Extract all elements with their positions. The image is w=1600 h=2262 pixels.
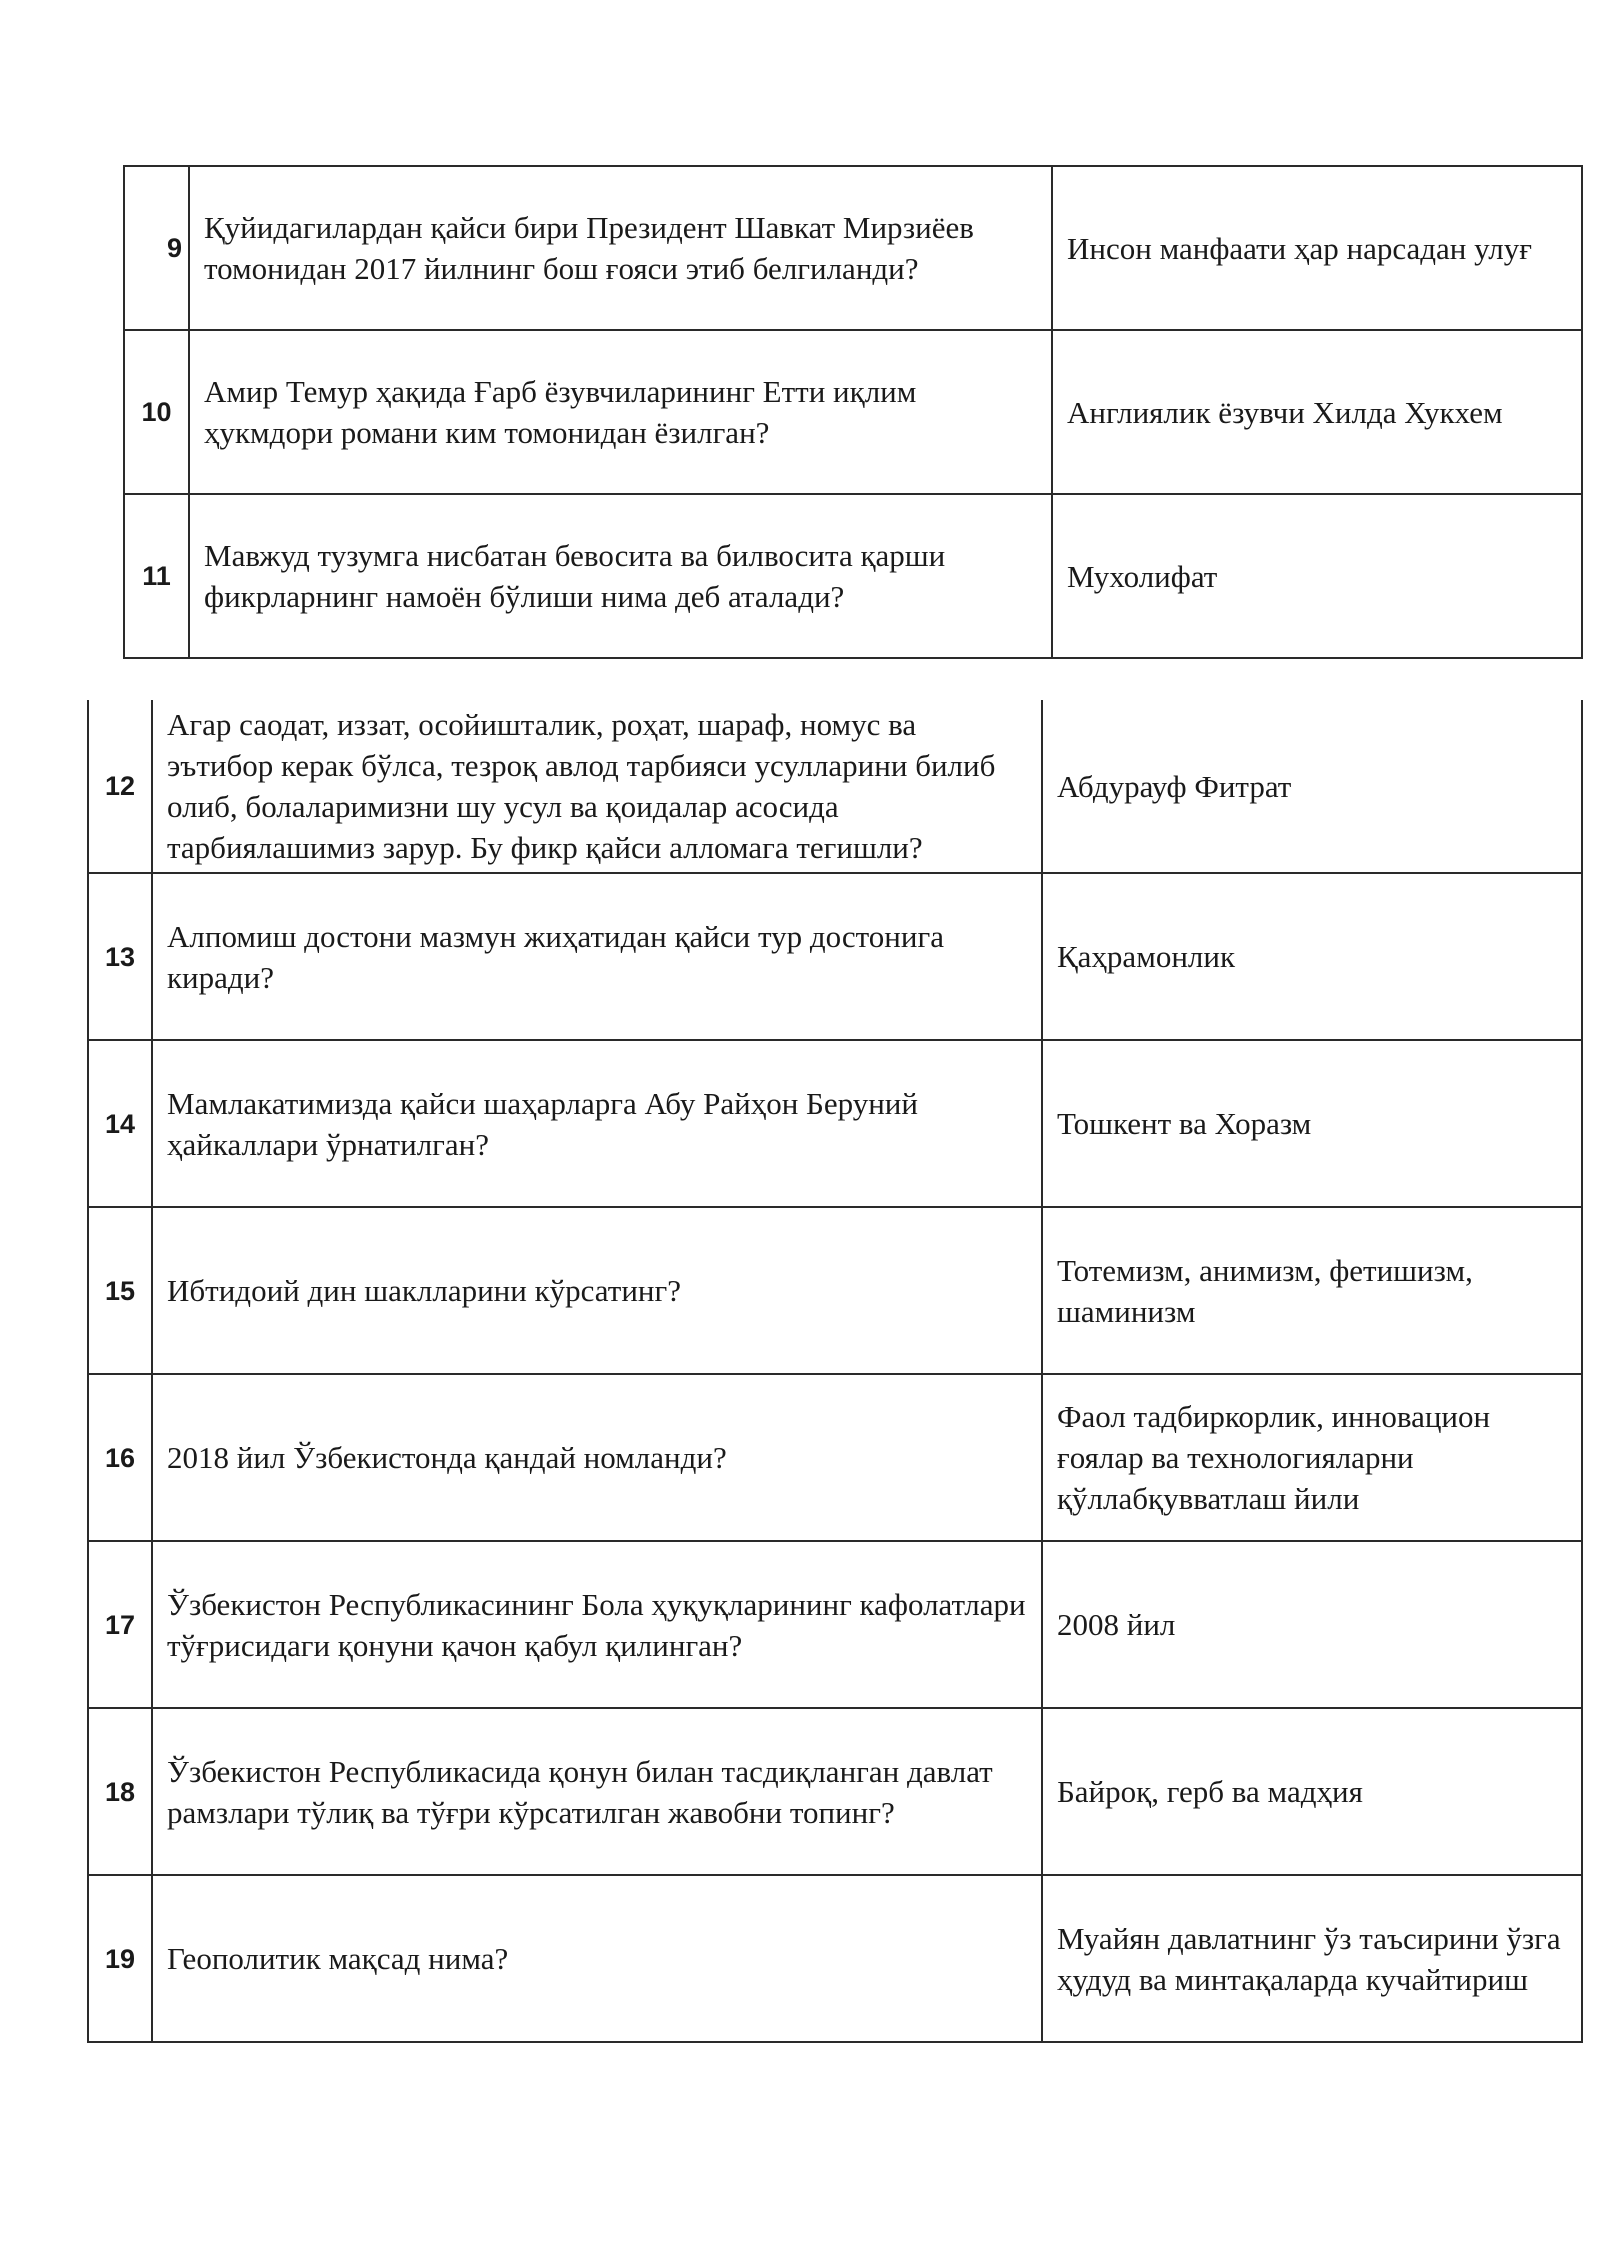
table-row	[124, 330, 1582, 494]
question-number: 13	[88, 873, 152, 1040]
answer-text: Фаол тадбиркорлик, инновацион ғоялар ва технологияларни қўллабқувватлаш йили	[1042, 1374, 1582, 1541]
table-row	[88, 700, 1582, 873]
question-text: Геополитик мақсад нима?	[152, 1875, 1042, 2042]
question-number: 17	[88, 1541, 152, 1708]
question-number: 14	[88, 1040, 152, 1207]
question-text: Агар саодат, иззат, осойишталик, роҳат, шараф, номус ва эътибор керак бўлса, тезроқ авлод тарбияси усулларини билиб олиб, болаларимизни шу усул ва қоидалар асосида тарбиялашимиз зарур. Бу фикр қайси алломага тегишли?	[152, 700, 1042, 873]
answer-text: Англиялик ёзувчи Хилда Хукхем	[1052, 330, 1582, 494]
quiz-table-bottom	[87, 700, 1583, 2043]
table-row	[124, 166, 1582, 330]
question-text: Мамлакатимизда қайси шаҳарларга Абу Райҳон Беруний ҳайкаллари ўрнатилган?	[152, 1040, 1042, 1207]
question-text: Ибтидоий дин шаклларини кўрсатинг?	[152, 1207, 1042, 1374]
question-text: Алпомиш достони мазмун жиҳатидан қайси тур достонига киради?	[152, 873, 1042, 1040]
question-text: Қуйидагилардан қайси бири Президент Шавкат Мирзиёев томонидан 2017 йилнинг бош ғояси этиб белгиланди?	[189, 166, 1052, 330]
table-row	[88, 1207, 1582, 1374]
answer-text: Қаҳрамонлик	[1042, 873, 1582, 1040]
answer-text: Мухолифат	[1052, 494, 1582, 658]
answer-text: Абдурауф Фитрат	[1042, 700, 1582, 873]
question-text: 2018 йил Ўзбекистонда қандай номланди?	[152, 1374, 1042, 1541]
question-text: Амир Темур ҳақида Ғарб ёзувчиларининг Етти иқлим ҳукмдори романи ким томонидан ёзилган?	[189, 330, 1052, 494]
table-row	[88, 1708, 1582, 1875]
question-number: 15	[88, 1207, 152, 1374]
table-row	[88, 1374, 1582, 1541]
answer-text: Муайян давлатнинг ўз таъсирини ўзга ҳудуд ва минтақаларда кучайтириш	[1042, 1875, 1582, 2042]
table-row	[88, 1040, 1582, 1207]
question-number: 10	[124, 330, 189, 494]
answer-text: 2008 йил	[1042, 1541, 1582, 1708]
table-row	[124, 494, 1582, 658]
question-number: 16	[88, 1374, 152, 1541]
question-text: Ўзбекистон Республикасининг Бола ҳуқуқларининг кафолатлари тўғрисидаги қонуни қачон қабул қилинган?	[152, 1541, 1042, 1708]
question-number: 9	[124, 166, 189, 330]
answer-text: Тошкент ва Хоразм	[1042, 1040, 1582, 1207]
answer-text: Байроқ, герб ва мадҳия	[1042, 1708, 1582, 1875]
question-number: 11	[124, 494, 189, 658]
table-row	[88, 873, 1582, 1040]
question-number: 18	[88, 1708, 152, 1875]
question-text: Мавжуд тузумга нисбатан бевосита ва билвосита қарши фикрларнинг намоён бўлиши нима деб аталади?	[189, 494, 1052, 658]
question-number: 12	[88, 700, 152, 873]
table-row	[88, 1541, 1582, 1708]
question-text: Ўзбекистон Республикасида қонун билан тасдиқланган давлат рамзлари тўлиқ ва тўғри кўрсатилган жавобни топинг?	[152, 1708, 1042, 1875]
answer-text: Инсон манфаати ҳар нарсадан улуғ	[1052, 166, 1582, 330]
question-number: 19	[88, 1875, 152, 2042]
quiz-table-top	[123, 165, 1583, 659]
table-row	[88, 1875, 1582, 2042]
answer-text: Тотемизм, анимизм, фетишизм, шаминизм	[1042, 1207, 1582, 1374]
